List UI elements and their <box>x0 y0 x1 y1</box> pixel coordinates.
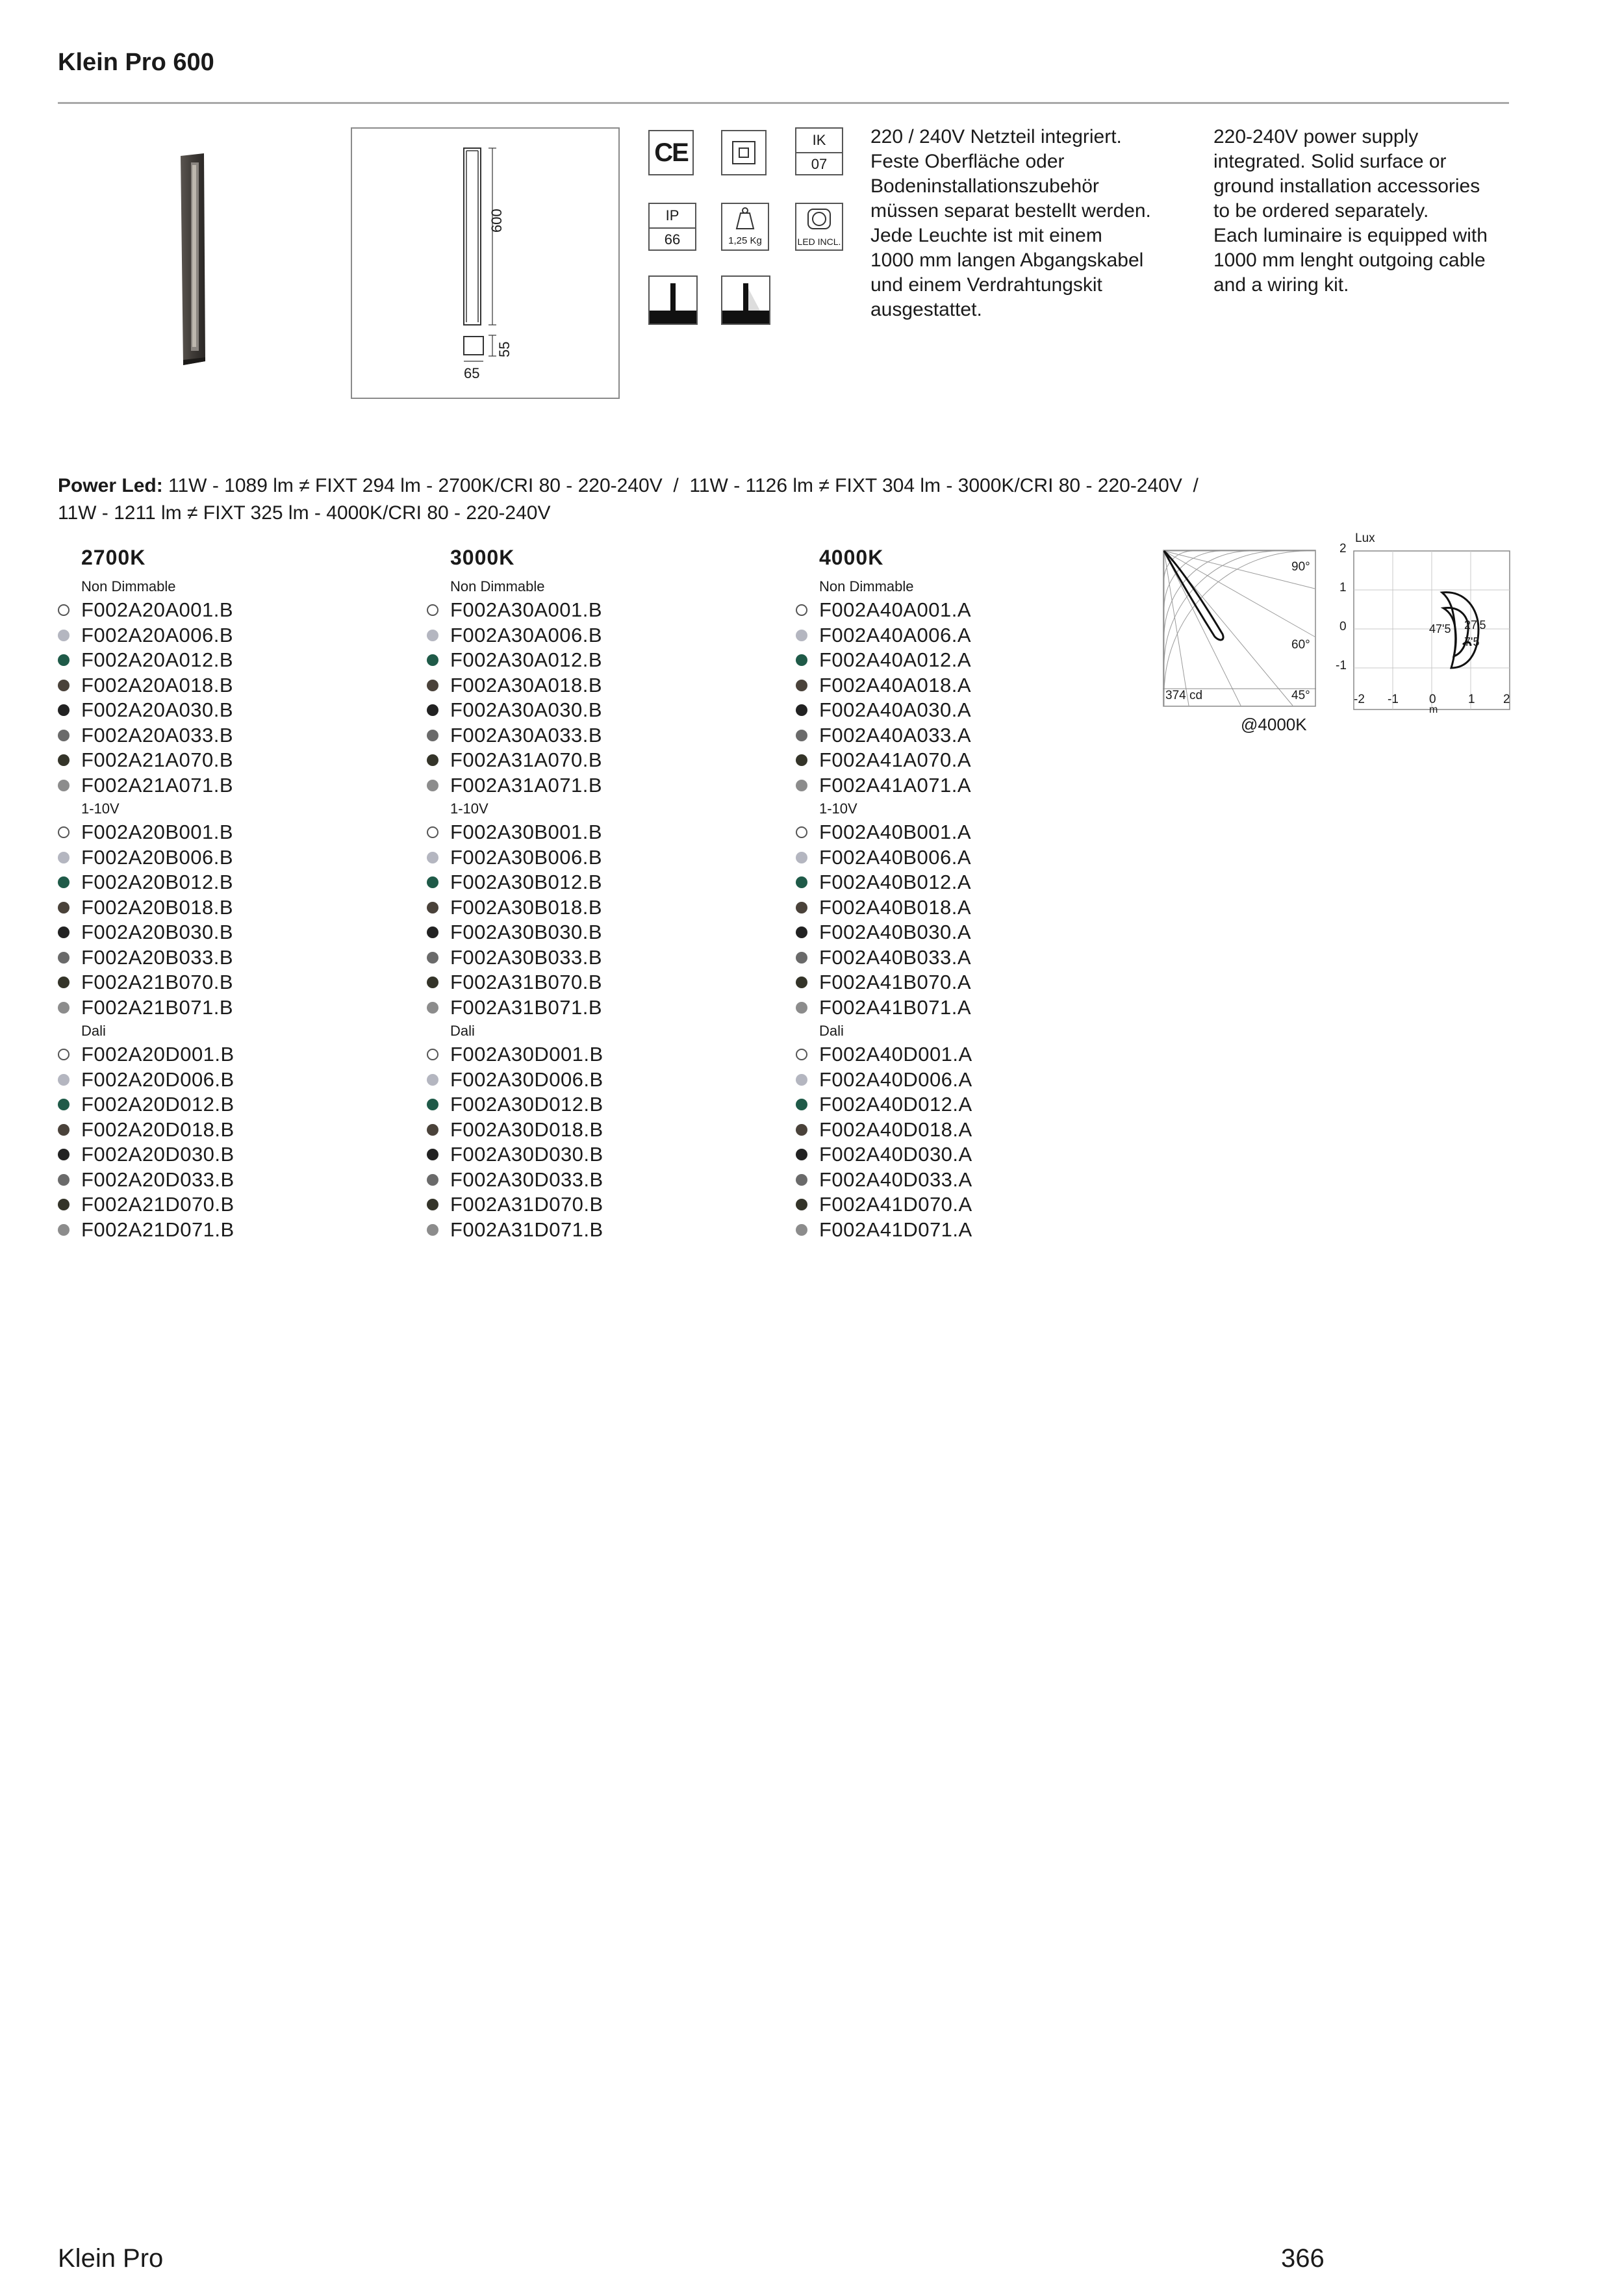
product-code-row <box>427 1142 778 1168</box>
polar-angle-45: 45° <box>1291 689 1310 702</box>
product-code-row <box>427 1092 778 1118</box>
product-code: F002A30B001.B <box>450 821 603 844</box>
product-code-row <box>58 1142 409 1168</box>
product-code-row <box>427 598 778 623</box>
product-code-row <box>796 845 1147 871</box>
power-led-label: Power Led: <box>58 475 163 496</box>
product-code-row <box>427 1168 778 1193</box>
product-code: F002A30A018.B <box>450 673 603 696</box>
lux-curve-label: 7'5 <box>1464 635 1480 648</box>
led-included-icon <box>795 203 843 251</box>
product-code-row <box>796 870 1147 895</box>
led-included-label: LED INCL. <box>797 236 841 247</box>
finish-color-dot <box>796 754 807 766</box>
product-code: F002A31A070.B <box>450 748 603 772</box>
finish-color-dot <box>58 926 70 938</box>
dimming-group-label: 1-10V <box>450 800 488 817</box>
finish-color-dot <box>58 902 70 913</box>
finish-color-dot <box>58 654 70 666</box>
finish-color-dot <box>796 1049 807 1060</box>
finish-color-dot <box>58 754 70 766</box>
lux-y-tick: 1 <box>1339 581 1347 594</box>
product-code-row <box>58 1218 409 1243</box>
temperature-heading: 2700K <box>81 546 146 569</box>
finish-color-dot <box>796 876 807 888</box>
product-code: F002A31D070.B <box>450 1193 603 1216</box>
product-code-row <box>427 648 778 673</box>
product-code-row <box>58 820 409 845</box>
finish-color-dot <box>796 902 807 913</box>
finish-color-dot <box>796 977 807 988</box>
product-code-row <box>427 970 778 995</box>
description-line: to be ordered separately. <box>1213 200 1429 222</box>
dimming-group-label: Dali <box>819 1023 844 1039</box>
product-code: F002A40B006.A <box>819 845 972 869</box>
finish-color-dot <box>58 1099 70 1110</box>
finish-color-dot <box>796 1199 807 1210</box>
description-line: Each luminaire is equipped with <box>1213 225 1488 246</box>
product-code: F002A40A012.A <box>819 648 972 672</box>
finish-color-dot <box>427 754 438 766</box>
product-code-row <box>427 1218 778 1243</box>
description-line: 1000 mm lenght outgoing cable <box>1213 249 1486 271</box>
product-code: F002A30B006.B <box>450 845 603 869</box>
finish-color-dot <box>58 1199 70 1210</box>
description-line: Bodeninstallationszubehör <box>870 175 1099 197</box>
product-code-row <box>58 1067 409 1093</box>
ce-icon: CE <box>648 130 694 175</box>
finish-color-dot <box>427 1049 438 1060</box>
product-code-row <box>796 820 1147 845</box>
finish-color-dot <box>58 977 70 988</box>
lux-unit: Lux <box>1355 531 1375 545</box>
product-code-row <box>427 920 778 945</box>
product-code-row <box>58 945 409 971</box>
product-code: F002A30D018.B <box>450 1118 603 1141</box>
finish-color-dot <box>427 630 438 641</box>
column-2700k <box>58 539 409 1242</box>
column-4000k <box>796 539 1147 1242</box>
product-code: F002A20D006.B <box>81 1067 235 1091</box>
product-code: F002A21B070.B <box>81 971 234 994</box>
product-code-row <box>796 920 1147 945</box>
finish-color-dot <box>58 704 70 716</box>
product-code-row <box>58 1192 409 1218</box>
product-code: F002A20D001.B <box>81 1043 235 1066</box>
product-code-row <box>427 820 778 845</box>
product-code-row <box>58 1168 409 1193</box>
product-code: F002A30A033.B <box>450 723 603 747</box>
finish-color-dot <box>427 902 438 913</box>
product-code: F002A30D030.B <box>450 1143 603 1166</box>
product-code-row <box>58 995 409 1021</box>
finish-color-dot <box>427 780 438 791</box>
product-code-row <box>58 1118 409 1143</box>
product-code-row <box>58 870 409 895</box>
product-code: F002A41B070.A <box>819 971 972 994</box>
product-code-row <box>58 698 409 723</box>
product-code-row <box>796 1042 1147 1067</box>
description-german <box>870 125 1151 322</box>
product-code: F002A30A001.B <box>450 598 603 622</box>
product-code-row <box>427 748 778 773</box>
finish-color-dot <box>58 730 70 741</box>
finish-color-dot <box>58 952 70 964</box>
description-line: ausgestattet. <box>870 299 982 320</box>
product-code: F002A20B018.B <box>81 895 234 919</box>
finish-color-dot <box>427 1099 438 1110</box>
product-code: F002A30D001.B <box>450 1043 603 1066</box>
finish-color-dot <box>58 876 70 888</box>
polar-angle-60: 60° <box>1291 638 1310 652</box>
product-code: F002A40B018.A <box>819 895 972 919</box>
product-code-row <box>796 648 1147 673</box>
product-code: F002A41D070.A <box>819 1193 972 1216</box>
footer-product-name: Klein Pro <box>58 2244 164 2273</box>
product-code-row <box>796 623 1147 648</box>
product-code-row <box>796 1218 1147 1243</box>
description-line: ground installation accessories <box>1213 175 1480 197</box>
finish-color-dot <box>58 852 70 863</box>
product-code-row <box>796 748 1147 773</box>
height-dimension: 600 <box>488 209 505 233</box>
finish-color-dot <box>427 1074 438 1086</box>
product-code: F002A31A071.B <box>450 773 603 797</box>
finish-color-dot <box>58 604 70 616</box>
lux-curve-label: 27'5 <box>1464 619 1486 632</box>
finish-color-dot <box>427 1224 438 1236</box>
finish-color-dot <box>58 1124 70 1136</box>
base-height-dimension: 55 <box>496 341 513 357</box>
power-led-line-2: 11W - 1211 lm ≠ FIXT 325 lm - 4000K/CRI 80 - 220-240V <box>58 502 551 524</box>
product-code: F002A20A033.B <box>81 723 234 747</box>
description-line: 1000 mm langen Abgangskabel <box>870 249 1144 271</box>
product-code-row <box>796 673 1147 698</box>
product-code: F002A30D012.B <box>450 1093 603 1116</box>
temperature-heading: 3000K <box>450 546 515 569</box>
description-line: integrated. Solid surface or <box>1213 151 1447 172</box>
product-code-row <box>58 1092 409 1118</box>
description-line: Feste Oberfläche oder <box>870 151 1065 172</box>
product-code-row <box>427 1192 778 1218</box>
product-code-row <box>58 623 409 648</box>
product-code: F002A30D006.B <box>450 1067 603 1091</box>
polar-angle-90: 90° <box>1291 560 1310 574</box>
product-code: F002A40A018.A <box>819 673 972 696</box>
finish-color-dot <box>58 826 70 838</box>
finish-color-dot <box>427 680 438 691</box>
finish-color-dot <box>796 604 807 616</box>
product-code-row <box>58 723 409 748</box>
lux-y-tick: 2 <box>1339 542 1347 556</box>
product-code: F002A30A012.B <box>450 648 603 672</box>
product-code: F002A31B070.B <box>450 971 603 994</box>
product-code-row <box>427 723 778 748</box>
product-code: F002A40A001.A <box>819 598 972 622</box>
product-code: F002A21B071.B <box>81 995 234 1019</box>
product-code: F002A40B001.A <box>819 821 972 844</box>
finish-color-dot <box>796 952 807 964</box>
product-code-row <box>796 598 1147 623</box>
product-code-row <box>427 1118 778 1143</box>
product-code: F002A40B033.A <box>819 945 972 969</box>
dimming-group-label: Dali <box>450 1023 475 1039</box>
product-code: F002A20A001.B <box>81 598 234 622</box>
finish-color-dot <box>427 1149 438 1160</box>
finish-color-dot <box>796 654 807 666</box>
description-line: and a wiring kit. <box>1213 274 1349 296</box>
product-code: F002A40A030.A <box>819 698 972 722</box>
finish-color-dot <box>427 852 438 863</box>
product-code: F002A40A006.A <box>819 623 972 646</box>
product-code: F002A40D030.A <box>819 1143 972 1166</box>
product-code: F002A31D071.B <box>450 1218 603 1241</box>
product-code-row <box>58 920 409 945</box>
lux-y-tick: -1 <box>1336 659 1347 672</box>
weight-value: 1,25 Kg <box>728 235 762 246</box>
product-code-row <box>427 773 778 798</box>
finish-color-dot <box>796 780 807 791</box>
product-code: F002A30B033.B <box>450 945 603 969</box>
finish-color-dot <box>796 1002 807 1014</box>
product-code-row <box>58 1042 409 1067</box>
product-code: F002A30A030.B <box>450 698 603 722</box>
product-code-row <box>58 845 409 871</box>
ik-label: IK <box>796 129 842 153</box>
finish-color-dot <box>796 852 807 863</box>
finish-color-dot <box>427 926 438 938</box>
temperature-heading: 4000K <box>819 546 884 569</box>
finish-color-dot <box>58 1049 70 1060</box>
description-line: und einem Verdrahtungskit <box>870 274 1102 296</box>
product-code: F002A20A030.B <box>81 698 234 722</box>
page-number: 366 <box>1281 2244 1325 2273</box>
product-code-row <box>427 1042 778 1067</box>
ik-value: 07 <box>811 156 828 172</box>
product-photo <box>175 153 214 368</box>
product-code: F002A21D071.B <box>81 1218 235 1241</box>
product-code: F002A41B071.A <box>819 995 972 1019</box>
finish-color-dot <box>796 826 807 838</box>
finish-color-dot <box>796 1174 807 1186</box>
product-code-row <box>427 870 778 895</box>
finish-color-dot <box>796 926 807 938</box>
product-code-row <box>58 970 409 995</box>
finish-color-dot <box>427 977 438 988</box>
lux-x-tick: 1 <box>1468 693 1475 706</box>
description-line: müssen separat bestellt werden. <box>870 200 1151 222</box>
ip-rating-icon <box>648 203 696 251</box>
finish-color-dot <box>796 680 807 691</box>
finish-color-dot <box>427 876 438 888</box>
ground-mount-icon <box>721 275 770 328</box>
ip-value: 66 <box>664 231 681 248</box>
finish-color-dot <box>427 1124 438 1136</box>
product-code: F002A20A006.B <box>81 623 234 646</box>
product-code: F002A41D071.A <box>819 1218 972 1241</box>
finish-color-dot <box>796 1074 807 1086</box>
finish-color-dot <box>58 1074 70 1086</box>
product-code: F002A21A070.B <box>81 748 234 772</box>
product-code: F002A40B012.A <box>819 871 972 894</box>
finish-color-dot <box>796 630 807 641</box>
polar-diagram <box>1163 550 1316 707</box>
finish-color-dot <box>427 1174 438 1186</box>
finish-color-dot <box>796 1149 807 1160</box>
dimming-group-label: Dali <box>81 1023 106 1039</box>
finish-color-dot <box>58 630 70 641</box>
product-code: F002A20D018.B <box>81 1118 235 1141</box>
surface-mount-icon <box>648 275 698 328</box>
product-code-row <box>427 698 778 723</box>
finish-color-dot <box>427 730 438 741</box>
product-code-row <box>796 1118 1147 1143</box>
finish-color-dot <box>58 1224 70 1236</box>
product-code-row <box>796 945 1147 971</box>
finish-color-dot <box>58 1002 70 1014</box>
dimming-group-label: Non Dimmable <box>450 578 545 594</box>
product-code-row <box>427 845 778 871</box>
product-code: F002A30B030.B <box>450 921 603 944</box>
product-code: F002A20B030.B <box>81 921 234 944</box>
class-ii-icon <box>721 130 767 175</box>
title-divider <box>58 102 1509 104</box>
product-code-row <box>58 648 409 673</box>
product-code: F002A41A071.A <box>819 773 972 797</box>
product-code-row <box>796 1067 1147 1093</box>
description-line: Jede Leuchte ist mit einem <box>870 225 1102 246</box>
product-code: F002A31B071.B <box>450 995 603 1019</box>
product-code-row <box>427 995 778 1021</box>
finish-color-dot <box>58 680 70 691</box>
lux-x-tick: 0 <box>1429 693 1436 706</box>
product-code-row <box>796 698 1147 723</box>
product-code: F002A40A033.A <box>819 723 972 747</box>
product-code: F002A30A006.B <box>450 623 603 646</box>
lux-x-tick: -1 <box>1388 693 1399 706</box>
finish-color-dot <box>427 1002 438 1014</box>
column-3000k <box>427 539 778 1242</box>
dimming-group-label: Non Dimmable <box>81 578 176 594</box>
polar-caption: @4000K <box>1241 715 1307 734</box>
product-code-row <box>796 1092 1147 1118</box>
finish-color-dot <box>427 654 438 666</box>
dimming-group-label: 1-10V <box>81 800 120 817</box>
product-code: F002A40D018.A <box>819 1118 972 1141</box>
description-line: 220 / 240V Netzteil integriert. <box>870 126 1122 147</box>
product-code-row <box>796 895 1147 921</box>
finish-color-dot <box>427 704 438 716</box>
product-code-row <box>796 773 1147 798</box>
product-code: F002A30D033.B <box>450 1168 603 1191</box>
finish-color-dot <box>58 780 70 791</box>
weight-icon <box>721 203 769 251</box>
product-code: F002A20D033.B <box>81 1168 235 1191</box>
product-code: F002A20B033.B <box>81 945 234 969</box>
product-code-row <box>796 723 1147 748</box>
product-code-row <box>58 673 409 698</box>
product-code-row <box>796 1192 1147 1218</box>
product-code: F002A40D006.A <box>819 1067 972 1091</box>
lux-x-tick: -2 <box>1354 693 1365 706</box>
finish-color-dot <box>796 730 807 741</box>
finish-color-dot <box>427 952 438 964</box>
product-code-row <box>58 773 409 798</box>
product-code: F002A40B030.A <box>819 921 972 944</box>
lux-diagram <box>1328 531 1516 726</box>
product-code-row <box>427 673 778 698</box>
dimming-group-label: 1-10V <box>819 800 857 817</box>
product-code-row <box>796 970 1147 995</box>
product-code-row <box>427 1067 778 1093</box>
product-code: F002A20B001.B <box>81 821 234 844</box>
product-code: F002A21D070.B <box>81 1193 235 1216</box>
product-code: F002A20A012.B <box>81 648 234 672</box>
product-code-row <box>796 995 1147 1021</box>
lux-curve-label: 47'5 <box>1429 622 1451 635</box>
ip-label: IP <box>650 204 695 229</box>
product-code: F002A20B012.B <box>81 871 234 894</box>
product-code-row <box>58 748 409 773</box>
product-code-row <box>58 598 409 623</box>
product-code: F002A40D012.A <box>819 1093 972 1116</box>
product-code-row <box>427 623 778 648</box>
finish-color-dot <box>427 604 438 616</box>
product-code-row <box>796 1168 1147 1193</box>
product-code: F002A41A070.A <box>819 748 972 772</box>
description-english <box>1213 125 1488 298</box>
product-code: F002A30B018.B <box>450 895 603 919</box>
product-code: F002A40D001.A <box>819 1043 972 1066</box>
product-code: F002A21A071.B <box>81 773 234 797</box>
power-led-spec <box>58 472 1487 527</box>
finish-color-dot <box>58 1149 70 1160</box>
polar-intensity: 374 cd <box>1165 689 1203 702</box>
product-code-row <box>427 945 778 971</box>
product-code: F002A20A018.B <box>81 673 234 696</box>
finish-color-dot <box>427 826 438 838</box>
product-code: F002A20D030.B <box>81 1143 235 1166</box>
lux-y-tick: 0 <box>1339 620 1347 633</box>
product-code-row <box>58 895 409 921</box>
product-code: F002A30B012.B <box>450 871 603 894</box>
finish-color-dot <box>796 1124 807 1136</box>
finish-color-dot <box>796 704 807 716</box>
finish-color-dot <box>796 1099 807 1110</box>
product-code-row <box>796 1142 1147 1168</box>
ik-rating-icon <box>795 127 843 175</box>
lux-x-tick: 2 <box>1503 693 1510 706</box>
finish-color-dot <box>427 1199 438 1210</box>
dimming-group-label: Non Dimmable <box>819 578 914 594</box>
finish-color-dot <box>796 1224 807 1236</box>
product-code: F002A40D033.A <box>819 1168 972 1191</box>
finish-color-dot <box>58 1174 70 1186</box>
product-code: F002A20D012.B <box>81 1093 235 1116</box>
lux-x-unit: m <box>1429 704 1438 715</box>
power-led-line-1: 11W - 1089 lm ≠ FIXT 294 lm - 2700K/CRI 80 - 220-240V / 11W - 1126 lm ≠ FIXT 304 lm - 3000K/CRI 80 - 220-240V / <box>162 475 1199 496</box>
product-code-row <box>427 895 778 921</box>
base-width-dimension: 65 <box>464 365 480 381</box>
product-code: F002A20B006.B <box>81 845 234 869</box>
description-line: 220-240V power supply <box>1213 126 1419 147</box>
page-title: Klein Pro 600 <box>58 49 214 76</box>
technical-drawing <box>351 127 620 399</box>
